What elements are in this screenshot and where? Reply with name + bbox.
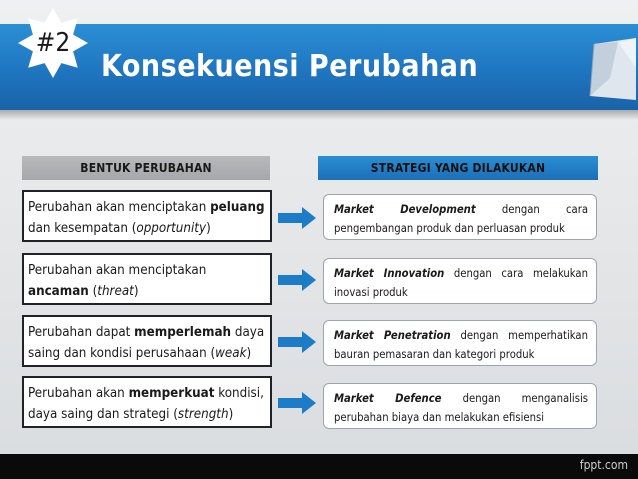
change-box-4-line-2: daya saing dan strategi (strength) — [28, 407, 234, 422]
change-box-4-line-1: Perubahan akan memperkuat kondisi, — [28, 386, 264, 401]
change-box-2-line-1: Perubahan akan menciptakan — [28, 263, 207, 278]
page-title: Konsekuensi Perubahan — [101, 49, 479, 84]
strategy-box-3 — [323, 320, 597, 366]
arrow-right-icon — [278, 392, 316, 414]
change-box-1 — [22, 190, 272, 242]
change-box-3-line-2: saing dan kondisi perusahaan (weak) — [28, 346, 252, 361]
badge-number: #2 — [35, 28, 71, 58]
arrow-right-icon — [278, 331, 316, 353]
change-box-3-line-1: Perubahan dapat memperlemah daya — [28, 325, 265, 340]
strategy-keyword-2: Market Innovation — [334, 267, 445, 280]
strategy-text-3: dengan memperhatikan bauran pemasaran dan kategori produk — [334, 329, 588, 361]
change-box-1-line-1: Perubahan akan menciptakan peluang — [28, 200, 265, 215]
strategy-keyword-3: Market Penetration — [334, 329, 451, 342]
strategy-text-1: dengan cara pengembangan produk dan perluasan produk — [334, 203, 588, 235]
strategy-keyword-4: Market Defence — [334, 392, 442, 405]
strategy-box-1 — [323, 194, 597, 240]
column-header-right: STRATEGI YANG DILAKUKAN — [318, 156, 598, 180]
footer-bar — [0, 454, 638, 479]
change-box-2 — [22, 253, 272, 305]
header-shadow — [0, 110, 638, 120]
column-header-left: BENTUK PERUBAHAN — [22, 156, 270, 180]
strategy-box-4 — [323, 383, 597, 429]
strategy-keyword-1: Market Development — [334, 203, 476, 216]
change-box-4 — [22, 376, 272, 428]
arrow-right-icon — [278, 269, 316, 291]
number-badge — [16, 6, 90, 80]
strategy-text-2: dengan cara melakukan inovasi produk — [334, 267, 588, 299]
arrow-right-icon — [278, 207, 316, 229]
strategy-box-2 — [323, 258, 597, 304]
strategy-text-4: dengan menganalisis perubahan biaya dan melakukan efisiensi — [334, 392, 588, 424]
change-box-3 — [22, 315, 272, 367]
change-box-1-line-2: dan kesempatan (opportunity) — [28, 221, 211, 236]
change-box-2-line-2: ancaman (threat) — [28, 284, 139, 299]
page-curl-icon — [588, 38, 636, 100]
footer-watermark: fppt.com — [579, 458, 628, 472]
